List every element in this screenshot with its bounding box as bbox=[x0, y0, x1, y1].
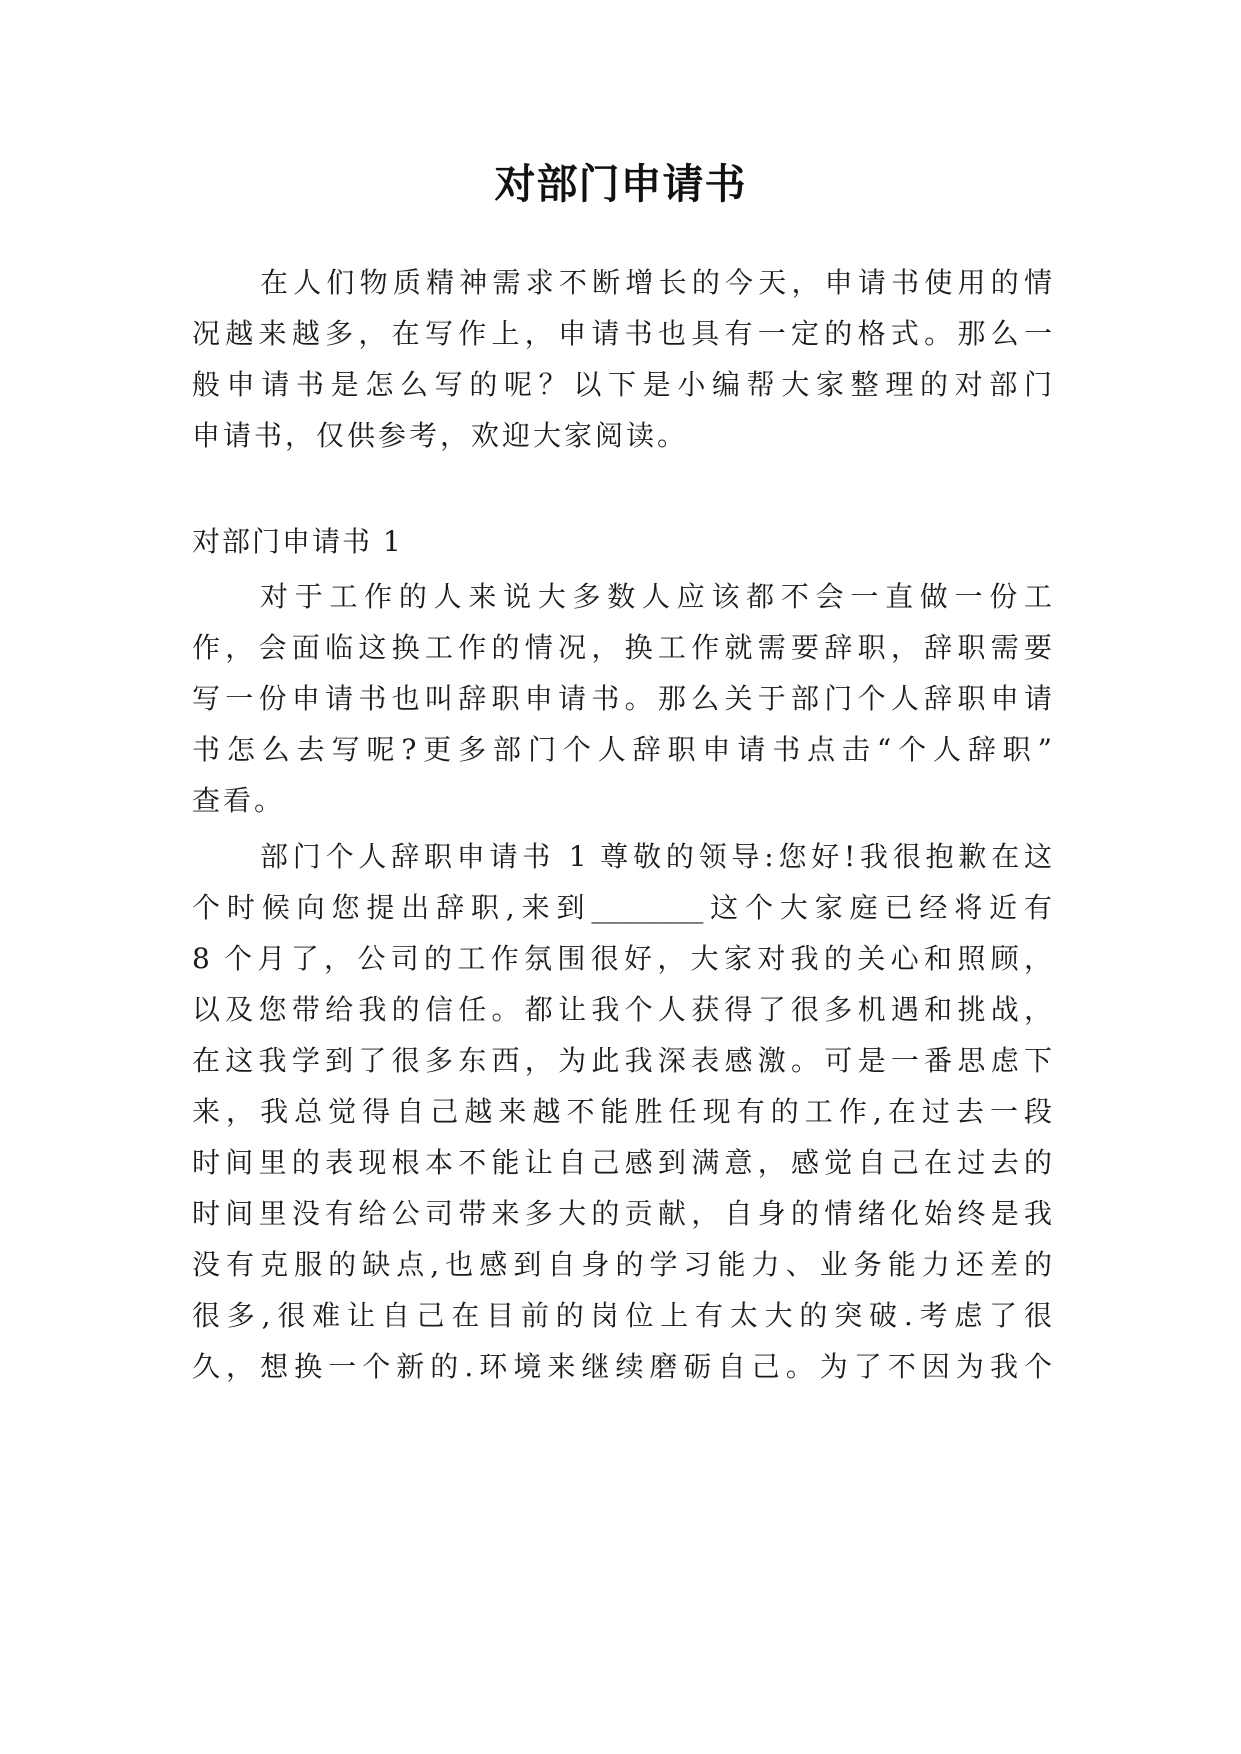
paragraph-line: 很多,很难让自己在目前的岗位上有太大的突破.考虑了很 bbox=[192, 1299, 1052, 1332]
paragraph-line: 作，会面临这换工作的情况，换工作就需要辞职，辞职需要 bbox=[192, 631, 1052, 664]
paragraph-line: 写一份申请书也叫辞职申请书。那么关于部门个人辞职申请 bbox=[192, 682, 1052, 715]
paragraph-line: 部门个人辞职申请书 1 尊敬的领导:您好!我很抱歉在这 bbox=[260, 840, 1052, 873]
intro-line: 况越来越多，在写作上，申请书也具有一定的格式。那么一 bbox=[192, 317, 1052, 350]
document-title: 对部门申请书 bbox=[494, 160, 747, 208]
paragraph-line: 以及您带给我的信任。都让我个人获得了很多机遇和挑战， bbox=[192, 993, 1052, 1026]
paragraph-line: 书怎么去写呢?更多部门个人辞职申请书点击“个人辞职” bbox=[192, 733, 1052, 766]
paragraph-line: 久，想换一个新的.环境来继续磨砺自己。为了不因为我个 bbox=[192, 1350, 1052, 1383]
paragraph-line: 来，我总觉得自己越来越不能胜任现有的工作,在过去一段 bbox=[192, 1095, 1052, 1128]
paragraph-line: 查看。 bbox=[192, 784, 286, 817]
paragraph-line: 对于工作的人来说大多数人应该都不会一直做一份工 bbox=[260, 580, 1052, 613]
paragraph-line: 时间里没有给公司带来多大的贡献，自身的情绪化始终是我 bbox=[192, 1197, 1052, 1230]
paragraph-line: 在这我学到了很多东西，为此我深表感激。可是一番思虑下 bbox=[192, 1044, 1052, 1077]
paragraph-line: 8 个月了，公司的工作氛围很好，大家对我的关心和照顾， bbox=[192, 942, 1052, 975]
intro-line: 申请书，仅供参考，欢迎大家阅读。 bbox=[192, 419, 689, 452]
paragraph-line: 个时候向您提出辞职,来到________这个大家庭已经将近有 bbox=[192, 891, 1052, 924]
paragraph-line: 没有克服的缺点,也感到自身的学习能力、业务能力还差的 bbox=[192, 1248, 1052, 1281]
intro-line: 在人们物质精神需求不断增长的今天，申请书使用的情 bbox=[260, 266, 1052, 299]
intro-line: 般申请书是怎么写的呢？以下是小编帮大家整理的对部门 bbox=[192, 368, 1052, 401]
section-heading: 对部门申请书 1 bbox=[192, 525, 403, 558]
paragraph-line: 时间里的表现根本不能让自己感到满意，感觉自己在过去的 bbox=[192, 1146, 1052, 1179]
